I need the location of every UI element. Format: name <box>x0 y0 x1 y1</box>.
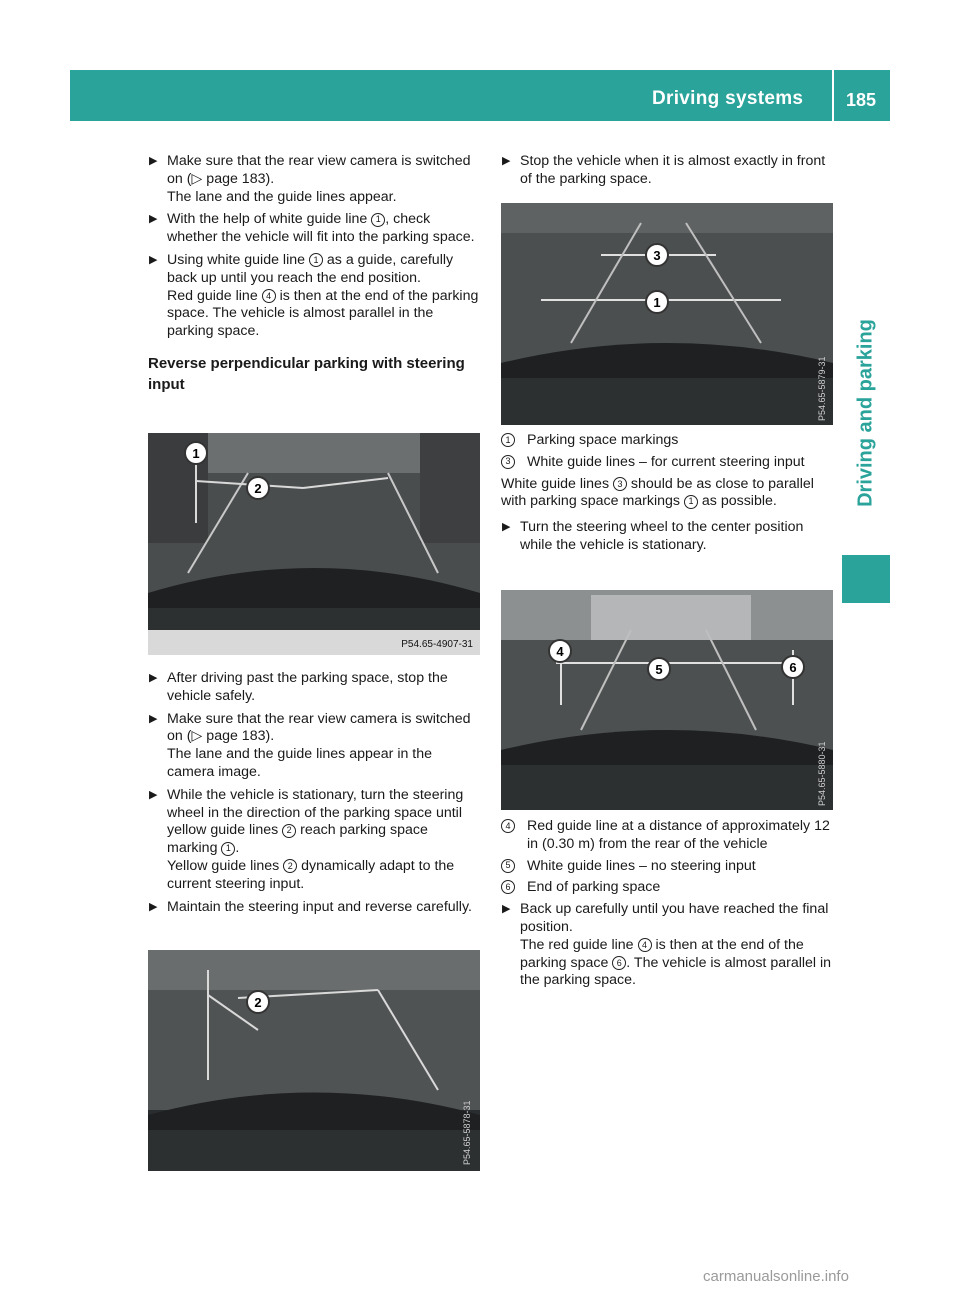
callout-marker: 1 <box>221 842 235 856</box>
right-column <box>501 153 835 194</box>
left-column <box>148 153 482 407</box>
figure-callout-1: 1 <box>653 295 661 310</box>
instruction-step <box>501 519 835 555</box>
legend-item <box>501 879 835 897</box>
figure-callout-2: 2 <box>254 995 262 1010</box>
step-text: ). <box>265 728 275 745</box>
figure-callout-1: 1 <box>192 446 200 461</box>
instruction-step <box>501 153 835 189</box>
instruction-step <box>148 787 482 894</box>
callout-marker: 4 <box>638 938 652 952</box>
paragraph-text: White guide lines <box>501 475 613 492</box>
legend-item <box>501 432 835 450</box>
camera-image-1 <box>148 433 480 655</box>
step-arrow-icon: ▶ <box>149 788 158 801</box>
callout-marker: 6 <box>612 956 626 970</box>
step-result-text: is then at the end of the parking space <box>520 936 804 971</box>
page-reference-link[interactable]: ▷ page 183 <box>191 728 266 745</box>
step-result-text: dynamically adapt to the current steering input. <box>167 857 455 892</box>
section-title: Driving systems <box>652 88 804 109</box>
step-text: Make sure that the rear view camera is switched on ( <box>167 153 471 187</box>
legend-item <box>501 454 835 472</box>
figure-callout-2: 2 <box>254 481 262 496</box>
step-text: Using white guide line <box>167 251 309 268</box>
legend-text: End of parking space <box>527 879 661 896</box>
figure-code: P54.65-5878-31 <box>462 1100 472 1165</box>
step-result <box>520 937 835 990</box>
step-arrow-icon: ▶ <box>149 900 158 913</box>
step-arrow-icon: ▶ <box>149 213 158 226</box>
camera-image-3 <box>501 203 833 425</box>
callout-marker: 1 <box>309 253 323 267</box>
step-text: , check whether the vehicle will fit into the parking space. <box>167 211 475 246</box>
page-reference-link[interactable]: ▷ page 183 <box>191 170 266 187</box>
step-arrow-icon: ▶ <box>149 155 158 167</box>
step-text: After driving past the parking space, stop the vehicle safely. <box>167 670 448 704</box>
callout-marker: 3 <box>613 477 627 491</box>
step-arrow-icon: ▶ <box>149 672 158 684</box>
legend-item <box>501 858 835 876</box>
step-arrow-icon: ▶ <box>502 155 511 167</box>
callout-marker: 1 <box>684 495 698 509</box>
callout-marker: 6 <box>501 880 515 894</box>
step-result <box>167 288 482 341</box>
step-arrow-icon: ▶ <box>502 903 511 916</box>
header-divider <box>832 70 834 121</box>
step-arrow-icon: ▶ <box>149 253 158 266</box>
legend-text: White guide lines – for current steering input <box>527 453 805 470</box>
right-column-middle <box>501 432 835 560</box>
step-text: as a guide, carefully back up until you reach the end position. <box>167 251 454 286</box>
step-text: Stop the vehicle when it is almost exactly in front of the parking space. <box>520 153 826 187</box>
instruction-step <box>148 670 482 706</box>
figure-callout-3: 3 <box>653 248 661 263</box>
paragraph-text: should be as close to parallel with parking space markings <box>501 475 814 510</box>
step-arrow-icon: ▶ <box>502 521 511 534</box>
legend-item <box>501 818 835 854</box>
paragraph-text: as possible. <box>697 493 777 510</box>
figure-callout-6: 6 <box>789 660 797 675</box>
figure-callout-4: 4 <box>556 644 564 659</box>
step-text: With the help of white guide line <box>167 211 372 228</box>
left-column-lower <box>148 670 482 921</box>
step-text: reach parking space marking <box>167 822 428 857</box>
chapter-marker <box>842 555 890 603</box>
instruction-step <box>148 153 482 206</box>
camera-image-4 <box>501 590 833 810</box>
right-column-lower <box>501 818 835 995</box>
step-text: Make sure that the rear view camera is switched on ( <box>167 710 471 745</box>
callout-marker: 1 <box>371 213 385 227</box>
body-paragraph <box>501 476 835 512</box>
figure-callout-5: 5 <box>655 662 663 677</box>
step-result-text: is then at the end of the parking space. The vehicle is almost parallel in the parking space. <box>167 287 479 340</box>
instruction-step <box>148 711 482 782</box>
step-result-text: . The vehicle is almost parallel in the parking space. <box>520 954 832 989</box>
figure-code: P54.65-4907-31 <box>401 639 473 650</box>
step-result: The lane and the guide lines appear. <box>167 188 397 205</box>
instruction-step <box>148 252 482 341</box>
callout-marker: 1 <box>501 433 515 447</box>
step-text: Turn the steering wheel to the center position while the vehicle is stationary. <box>520 519 804 553</box>
step-result-text: Red guide line <box>167 287 262 304</box>
callout-marker: 2 <box>282 824 296 838</box>
step-text: . <box>235 840 240 857</box>
step-result: The lane and the guide lines appear in the camera image. <box>167 746 433 780</box>
page-number: 185 <box>846 90 877 110</box>
figure-code: P54.65-5880-31 <box>817 741 827 806</box>
instruction-step <box>501 901 835 990</box>
instruction-step <box>148 211 482 247</box>
step-arrow-icon: ▶ <box>149 712 158 725</box>
step-text: ). <box>265 170 275 187</box>
legend-text: Red guide line at a distance of approximately 12 in (0.30 m) from the rear of the vehicle <box>527 818 830 852</box>
figure-code: P54.65-5879-31 <box>817 356 827 421</box>
section-heading: Reverse perpendicular parking with steering input <box>148 354 465 393</box>
instruction-step <box>148 899 482 917</box>
step-text: Back up carefully until you have reached the final position. <box>520 901 829 935</box>
step-result <box>167 858 482 894</box>
legend-text: White guide lines – no steering input <box>527 857 756 874</box>
callout-marker: 5 <box>501 859 515 873</box>
step-text: Maintain the steering input and reverse carefully. <box>167 898 472 915</box>
step-result-text: The red guide line <box>520 936 638 953</box>
watermark: carmanualsonline.info <box>703 1268 849 1285</box>
chapter-tab-label: Driving and parking <box>854 319 877 507</box>
step-result-text: Yellow guide lines <box>167 857 284 874</box>
callout-marker: 4 <box>262 289 276 303</box>
step-text: While the vehicle is stationary, turn the steering wheel in the direction of the parking space until yellow guide lines <box>167 786 464 839</box>
legend-text: Parking space markings <box>527 432 679 448</box>
callout-marker: 4 <box>501 819 515 833</box>
callout-marker: 3 <box>501 455 515 469</box>
camera-image-2 <box>148 950 480 1171</box>
callout-marker: 2 <box>283 859 297 873</box>
